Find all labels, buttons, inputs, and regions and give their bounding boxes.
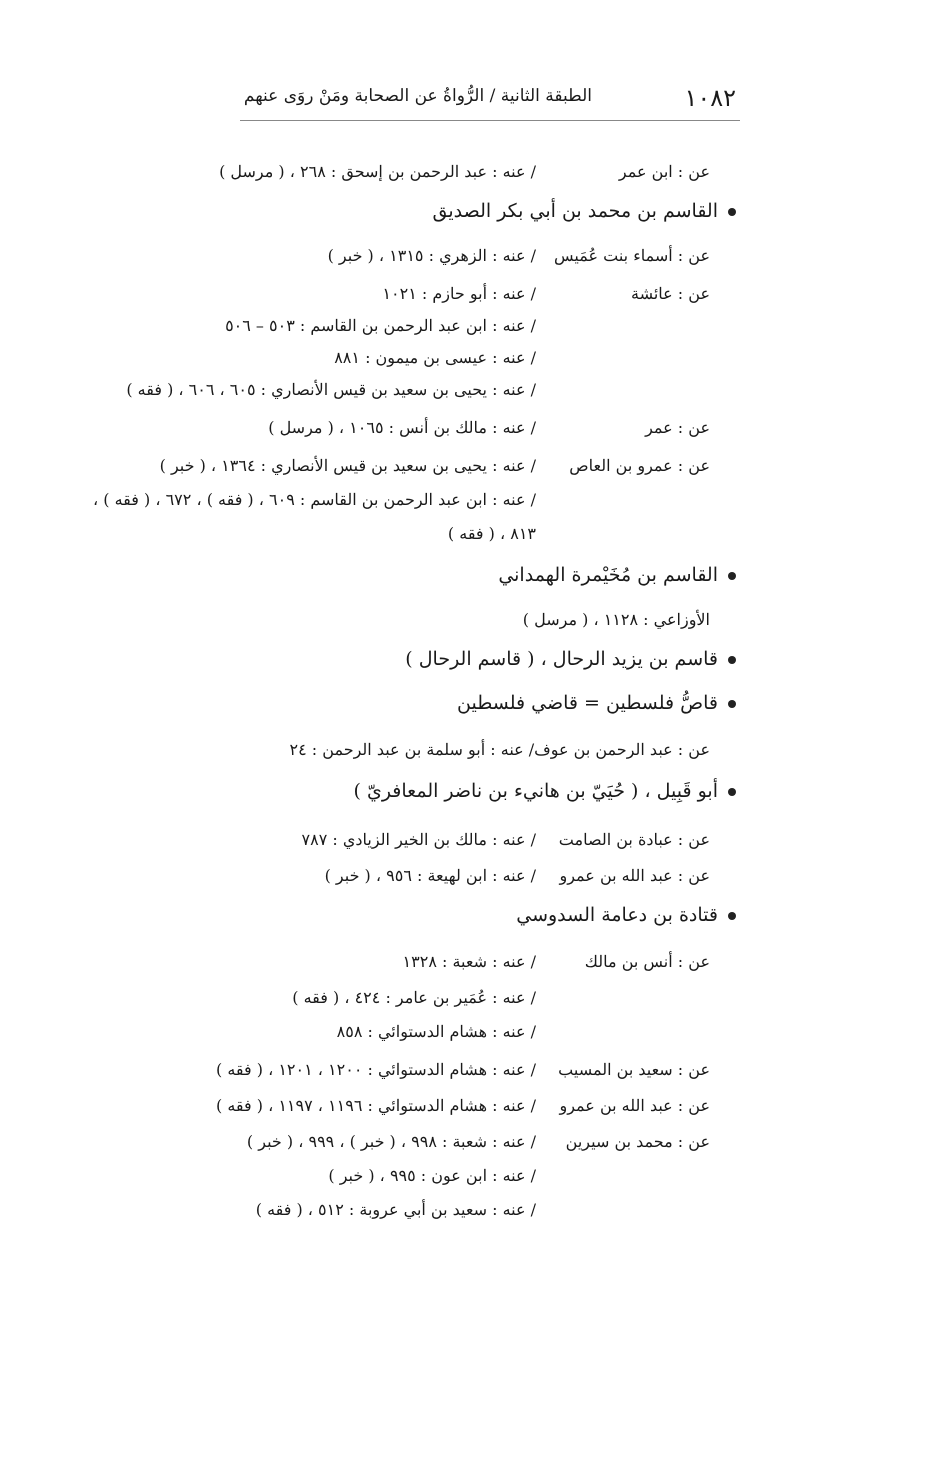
narrator-reporter: / عنه : أبو حازم : ١٠٢١ [382,284,536,303]
narrator-from: عن : سعيد بن المسيب [558,1060,710,1079]
narrator-reporter: / عنه : عبد الرحمن بن إسحق : ٢٦٨ ، ( مرسل ) [219,162,536,181]
narrator-reporter: / عنه : شعبة : ٩٩٨ ، ( خبر ) ، ٩٩٩ ، ( خبر ) [246,1132,536,1151]
bullet-icon [728,656,736,664]
narrator-reporter: / عنه : عيسى بن ميمون : ٨٨١ [334,348,536,367]
narrator-heading: القاسم بن محمد بن أبي بكر الصديق [433,200,737,222]
narrator-reporter: / عنه : الزهري : ١٣١٥ ، ( خبر ) [327,246,536,265]
narrator-reporter: / عنه : ابن لهيعة : ٩٥٦ ، ( خبر ) [324,866,536,885]
narrator-from: عن : عمر [645,418,710,437]
narrator-reporter: / عنه : هشام الدستوائي : ١١٩٦ ، ١١٩٧ ، ( فقه ) [216,1096,536,1115]
narrator-reporter: / عنه : يحيى بن سعيد بن قيس الأنصاري : ٦٠٥ ، ٦٠٦ ، ( فقه ) [126,380,536,399]
bullet-icon [728,912,736,920]
narrator-from: عن : عمرو بن العاص [569,456,710,475]
narrator-from: عن : ابن عمر [618,162,710,181]
continuation-line: ٨١٣ ، ( فقه ) [447,524,536,543]
narrator-reporter: / عنه : يحيى بن سعيد بن قيس الأنصاري : ١٣٦٤ ، ( خبر ) [159,456,536,475]
narrator-reporter: / عنه : عُمَير بن عامر : ٤٢٤ ، ( فقه ) [292,988,536,1007]
narrator-reporter: / عنه : مالك بن الخير الزيادي : ٧٨٧ [301,830,536,849]
narrator-from: عن : عبد الله بن عمرو [559,1096,710,1115]
narrator-reporter: / عنه : ابن عبد الرحمن بن القاسم : ٥٠٣ – ٥٠٦ [225,316,536,335]
narrator-from: عن : عبادة بن الصامت [558,830,710,849]
narrator-heading: قاسم بن يزيد الرحال ، ( قاسم الرحال ) [405,648,736,670]
narrator-heading: قتادة بن دعامة السدوسي [516,904,736,926]
narrator-reporter: / عنه : هشام الدستوائي : ٨٥٨ [336,1022,536,1041]
bullet-icon [728,700,736,708]
bullet-icon [728,208,736,216]
narrator-reporter: / عنه : ابن عبد الرحمن بن القاسم : ٦٠٩ ، ( فقه ) ، ٦٧٢ ، ( فقه ) ، [93,490,536,509]
reporter-line: الأوزاعي : ١١٢٨ ، ( مرسل ) [522,610,710,629]
header-rule [240,120,740,121]
narrator-from: عن : أنس بن مالك [584,952,710,971]
narrator-reporter: / عنه : سعيد بن أبي عروبة : ٥١٢ ، ( فقه ) [255,1200,536,1219]
bullet-icon [728,788,736,796]
narrator-reporter: / عنه : هشام الدستوائي : ١٢٠٠ ، ١٢٠١ ، ( فقه ) [216,1060,536,1079]
reporter-line: عن : عبد الرحمن بن عوف/ عنه : أبو سلمة بن عبد الرحمن : ٢٤ [289,740,710,759]
narrator-heading: قاصُّ فلسطين = قاضي فلسطين [457,692,736,714]
narrator-from: عن : أسماء بنت عُمَيس [554,246,710,265]
narrator-reporter: / عنه : ابن عون : ٩٩٥ ، ( خبر ) [328,1166,536,1185]
narrator-reporter: / عنه : مالك بن أنس : ١٠٦٥ ، ( مرسل ) [268,418,536,437]
narrator-heading: القاسم بن مُخَيْمرة الهمداني [498,564,736,586]
narrator-from: عن : عائشة [630,284,710,303]
narrator-reporter: / عنه : شعبة : ١٣٢٨ [402,952,536,971]
narrator-from: عن : محمد بن سيرين [565,1132,710,1151]
running-header: الطبقة الثانية / الرُّواةُ عن الصحابة ومَنْ روَى عنهم [243,86,592,106]
narrator-from: عن : عبد الله بن عمرو [559,866,710,885]
page-number: ١٠٨٢ [684,84,736,112]
bullet-icon [728,572,736,580]
narrator-heading: أبو قَبِيل ، ( حُيَيّ بن هانيء بن ناضر المعافريّ ) [354,780,737,802]
